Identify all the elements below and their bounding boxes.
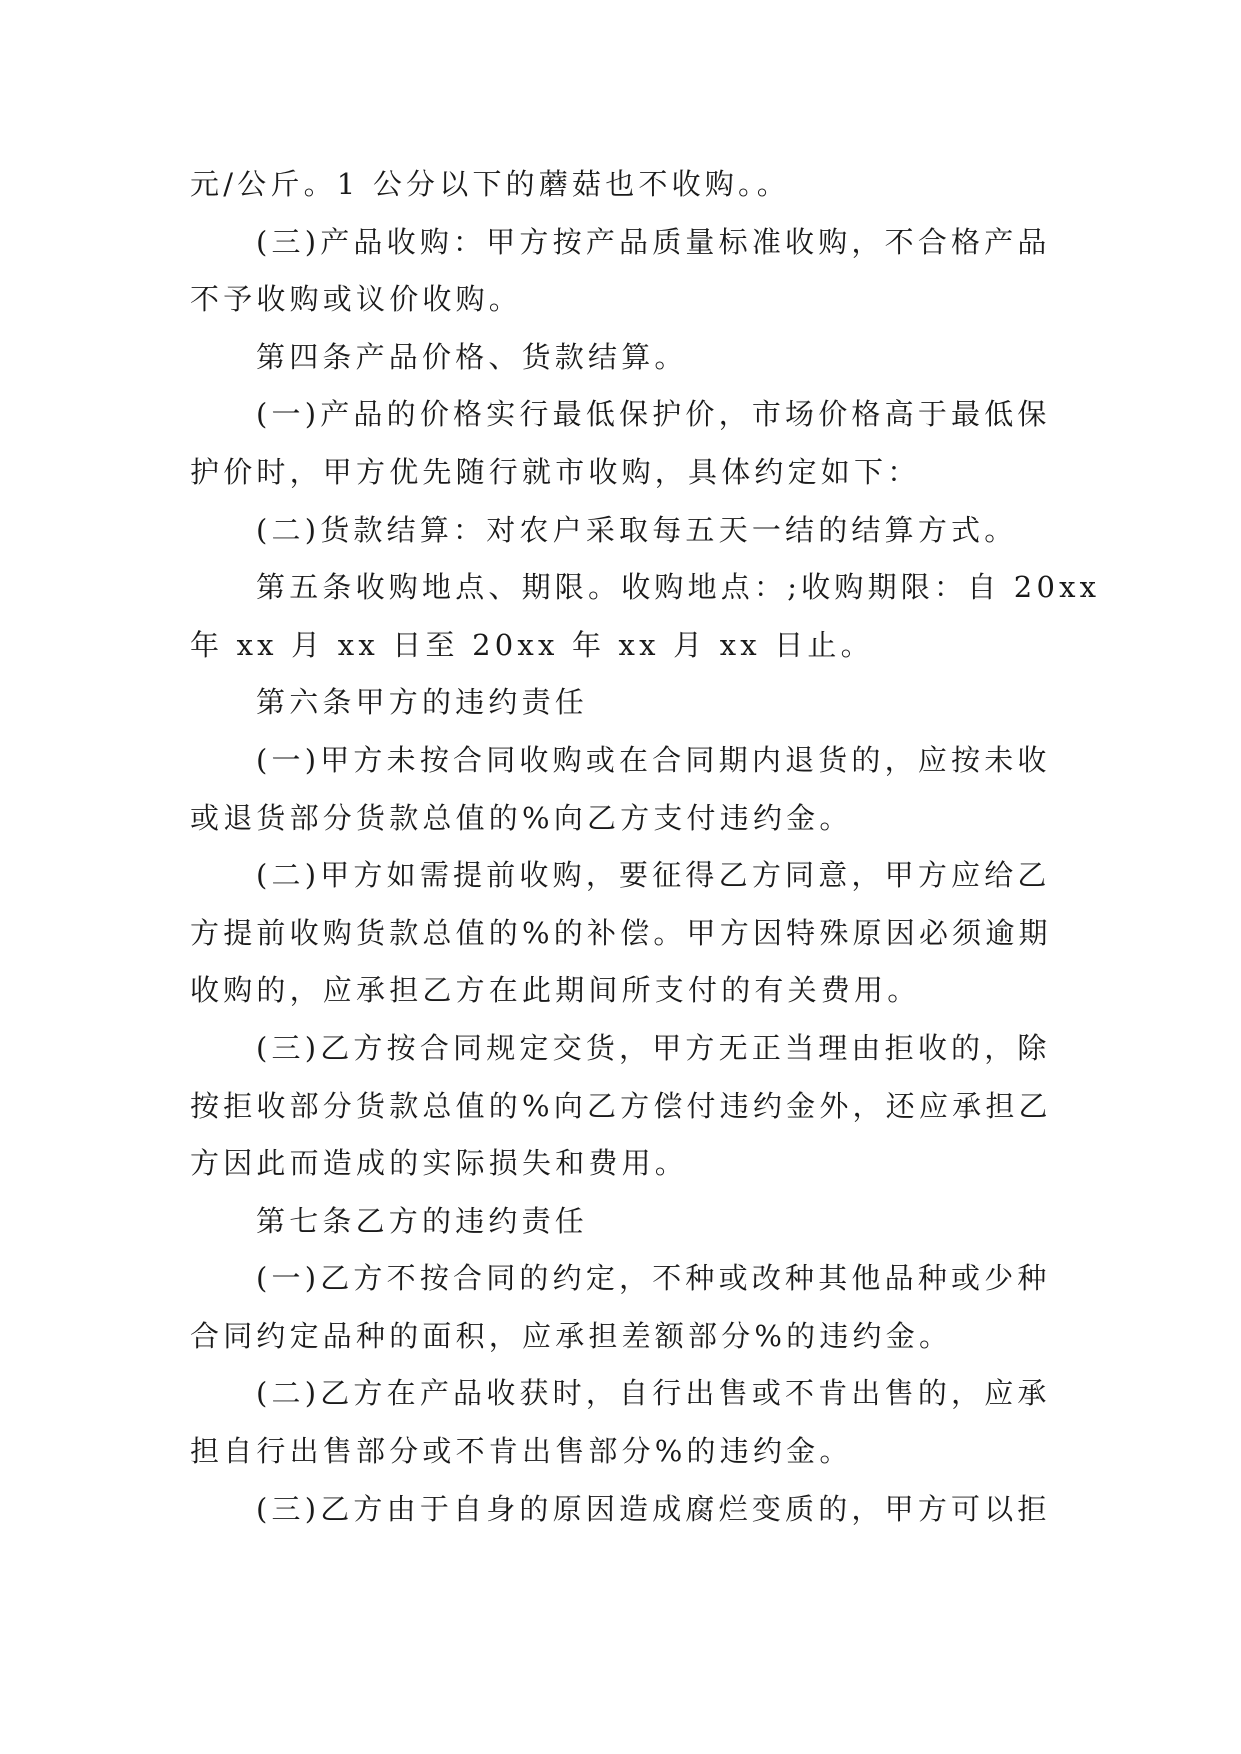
text-line-1: 元/公斤。1 公分以下的蘑菇也不收购。。: [190, 167, 790, 201]
section-heading-5: 第五条收购地点、期限。收购地点：;收购期限：自 20xx: [256, 570, 1101, 605]
section-heading-7: 第七条乙方的违约责任: [256, 1203, 589, 1238]
text-line-9: 年 xx 月 xx 日至 20xx 年 xx 月 xx 日止。: [190, 627, 874, 662]
text-line-15: 收购的，应承担乙方在此期间所支付的有关费用。: [190, 973, 921, 1008]
text-line-16: (三)乙方按合同规定交货，甲方无正当理由拒收的，除: [256, 1030, 1051, 1065]
text-line-24: (三)乙方由于自身的原因造成腐烂变质的，甲方可以拒: [256, 1491, 1051, 1526]
text-line-2: (三)产品收购：甲方按产品质量标准收购，不合格产品: [256, 224, 1051, 259]
section-heading-4: 第四条产品价格、货款结算。: [256, 339, 688, 374]
section-heading-6: 第六条甲方的违约责任: [256, 685, 589, 720]
text-line-3: 不予收购或议价收购。: [190, 282, 523, 317]
text-line-5: (一)产品的价格实行最低保护价，市场价格高于最低保: [256, 397, 1051, 432]
text-line-12: 或退货部分货款总值的%向乙方支付违约金。: [190, 800, 853, 835]
text-line-18: 方因此而造成的实际损失和费用。: [190, 1146, 689, 1181]
text-line-6: 护价时，甲方优先随行就市收购，具体约定如下：: [190, 454, 921, 489]
text-line-21: 合同约定品种的面积，应承担差额部分%的违约金。: [190, 1318, 953, 1353]
text-line-11: (一)甲方未按合同收购或在合同期内退货的，应按未收: [256, 742, 1051, 777]
text-line-20: (一)乙方不按合同的约定，不种或改种其他品种或少种: [256, 1261, 1051, 1296]
text-line-13: (二)甲方如需提前收购，要征得乙方同意，甲方应给乙: [256, 858, 1051, 893]
text-line-14: 方提前收购货款总值的%的补偿。甲方因特殊原因必须逾期: [190, 915, 1052, 950]
text-line-23: 担自行出售部分或不肯出售部分%的违约金。: [190, 1434, 853, 1469]
document-body: [190, 156, 1101, 1538]
text-line-7: (二)货款结算：对农户采取每五天一结的结算方式。: [256, 512, 1018, 547]
text-line-17: 按拒收部分货款总值的%向乙方偿付违约金外，还应承担乙: [190, 1088, 1052, 1123]
text-line-22: (二)乙方在产品收获时，自行出售或不肯出售的，应承: [256, 1376, 1051, 1411]
